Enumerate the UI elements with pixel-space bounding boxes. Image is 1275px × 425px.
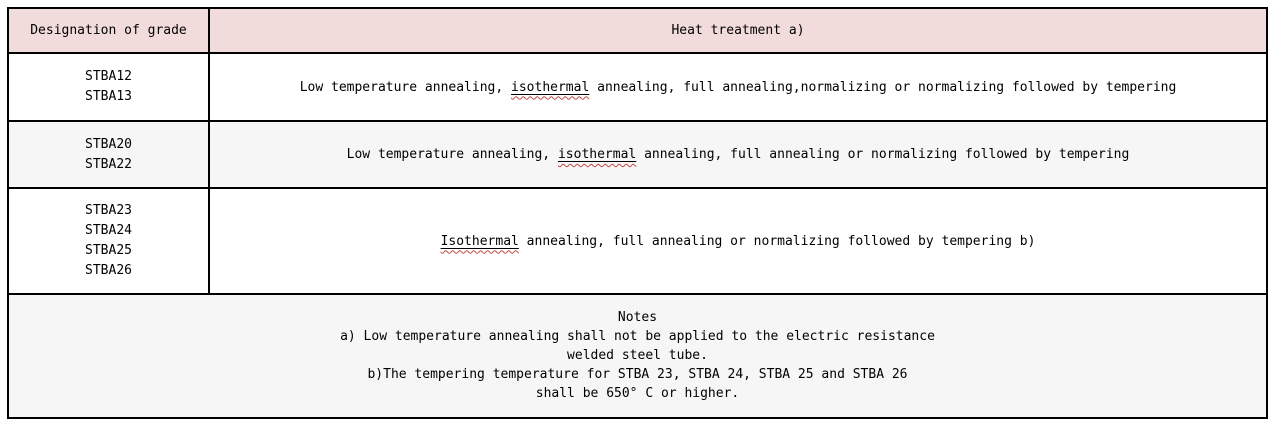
grade-label: STBA26: [85, 263, 132, 278]
note-line: a) Low temperature annealing shall not be applied to the electric resistance: [340, 329, 935, 344]
treatment-text: [347, 147, 1130, 162]
header-cell-grade: [9, 9, 210, 52]
header-cell-treatment: [210, 9, 1266, 52]
misspelled-word: Isothermal: [440, 233, 519, 249]
treatment-cell: [210, 189, 1266, 293]
treatment-cell: [210, 122, 1266, 187]
table-row: [9, 122, 1266, 189]
grade-label: STBA24: [85, 223, 132, 238]
header-treatment-label: Heat treatment a): [671, 23, 805, 38]
notes-section: [9, 295, 1266, 417]
treatment-segment: annealing, full annealing or normalizing followed by tempering b): [518, 233, 1036, 249]
grade-cell: [9, 122, 210, 187]
table-row: [9, 189, 1266, 295]
table-row: [9, 54, 1266, 122]
grade-cell: [9, 189, 210, 293]
misspelled-word: isothermal: [557, 147, 637, 162]
treatment-text: [441, 234, 1036, 249]
note-line: b)The tempering temperature for STBA 23, STBA 24, STBA 25 and STBA 26: [367, 367, 908, 382]
grade-cell: [9, 54, 210, 120]
treatment-segment: annealing, full annealing or normalizing followed by tempering: [636, 147, 1130, 162]
heat-treatment-table: [7, 7, 1268, 419]
treatment-text: [300, 80, 1177, 95]
note-line: shall be 650° C or higher.: [535, 386, 740, 401]
misspelled-word: isothermal: [511, 79, 590, 95]
note-line: welded steel tube.: [567, 348, 708, 363]
grade-label: STBA20: [85, 136, 132, 152]
grade-label: STBA22: [85, 156, 132, 172]
grade-label: STBA12: [85, 69, 132, 84]
header-grade-label: Designation of grade: [30, 23, 187, 38]
table-header-row: [9, 9, 1266, 54]
treatment-segment: Low temperature annealing,: [346, 147, 558, 162]
grade-label: STBA23: [85, 203, 132, 218]
notes-title: Notes: [617, 310, 658, 325]
grade-label: STBA13: [85, 89, 132, 104]
treatment-segment: annealing, full annealing,normalizing or normalizing followed by tempering: [589, 79, 1177, 95]
treatment-segment: Low temperature annealing,: [299, 79, 512, 95]
treatment-cell: [210, 54, 1266, 120]
grade-label: STBA25: [85, 243, 132, 258]
